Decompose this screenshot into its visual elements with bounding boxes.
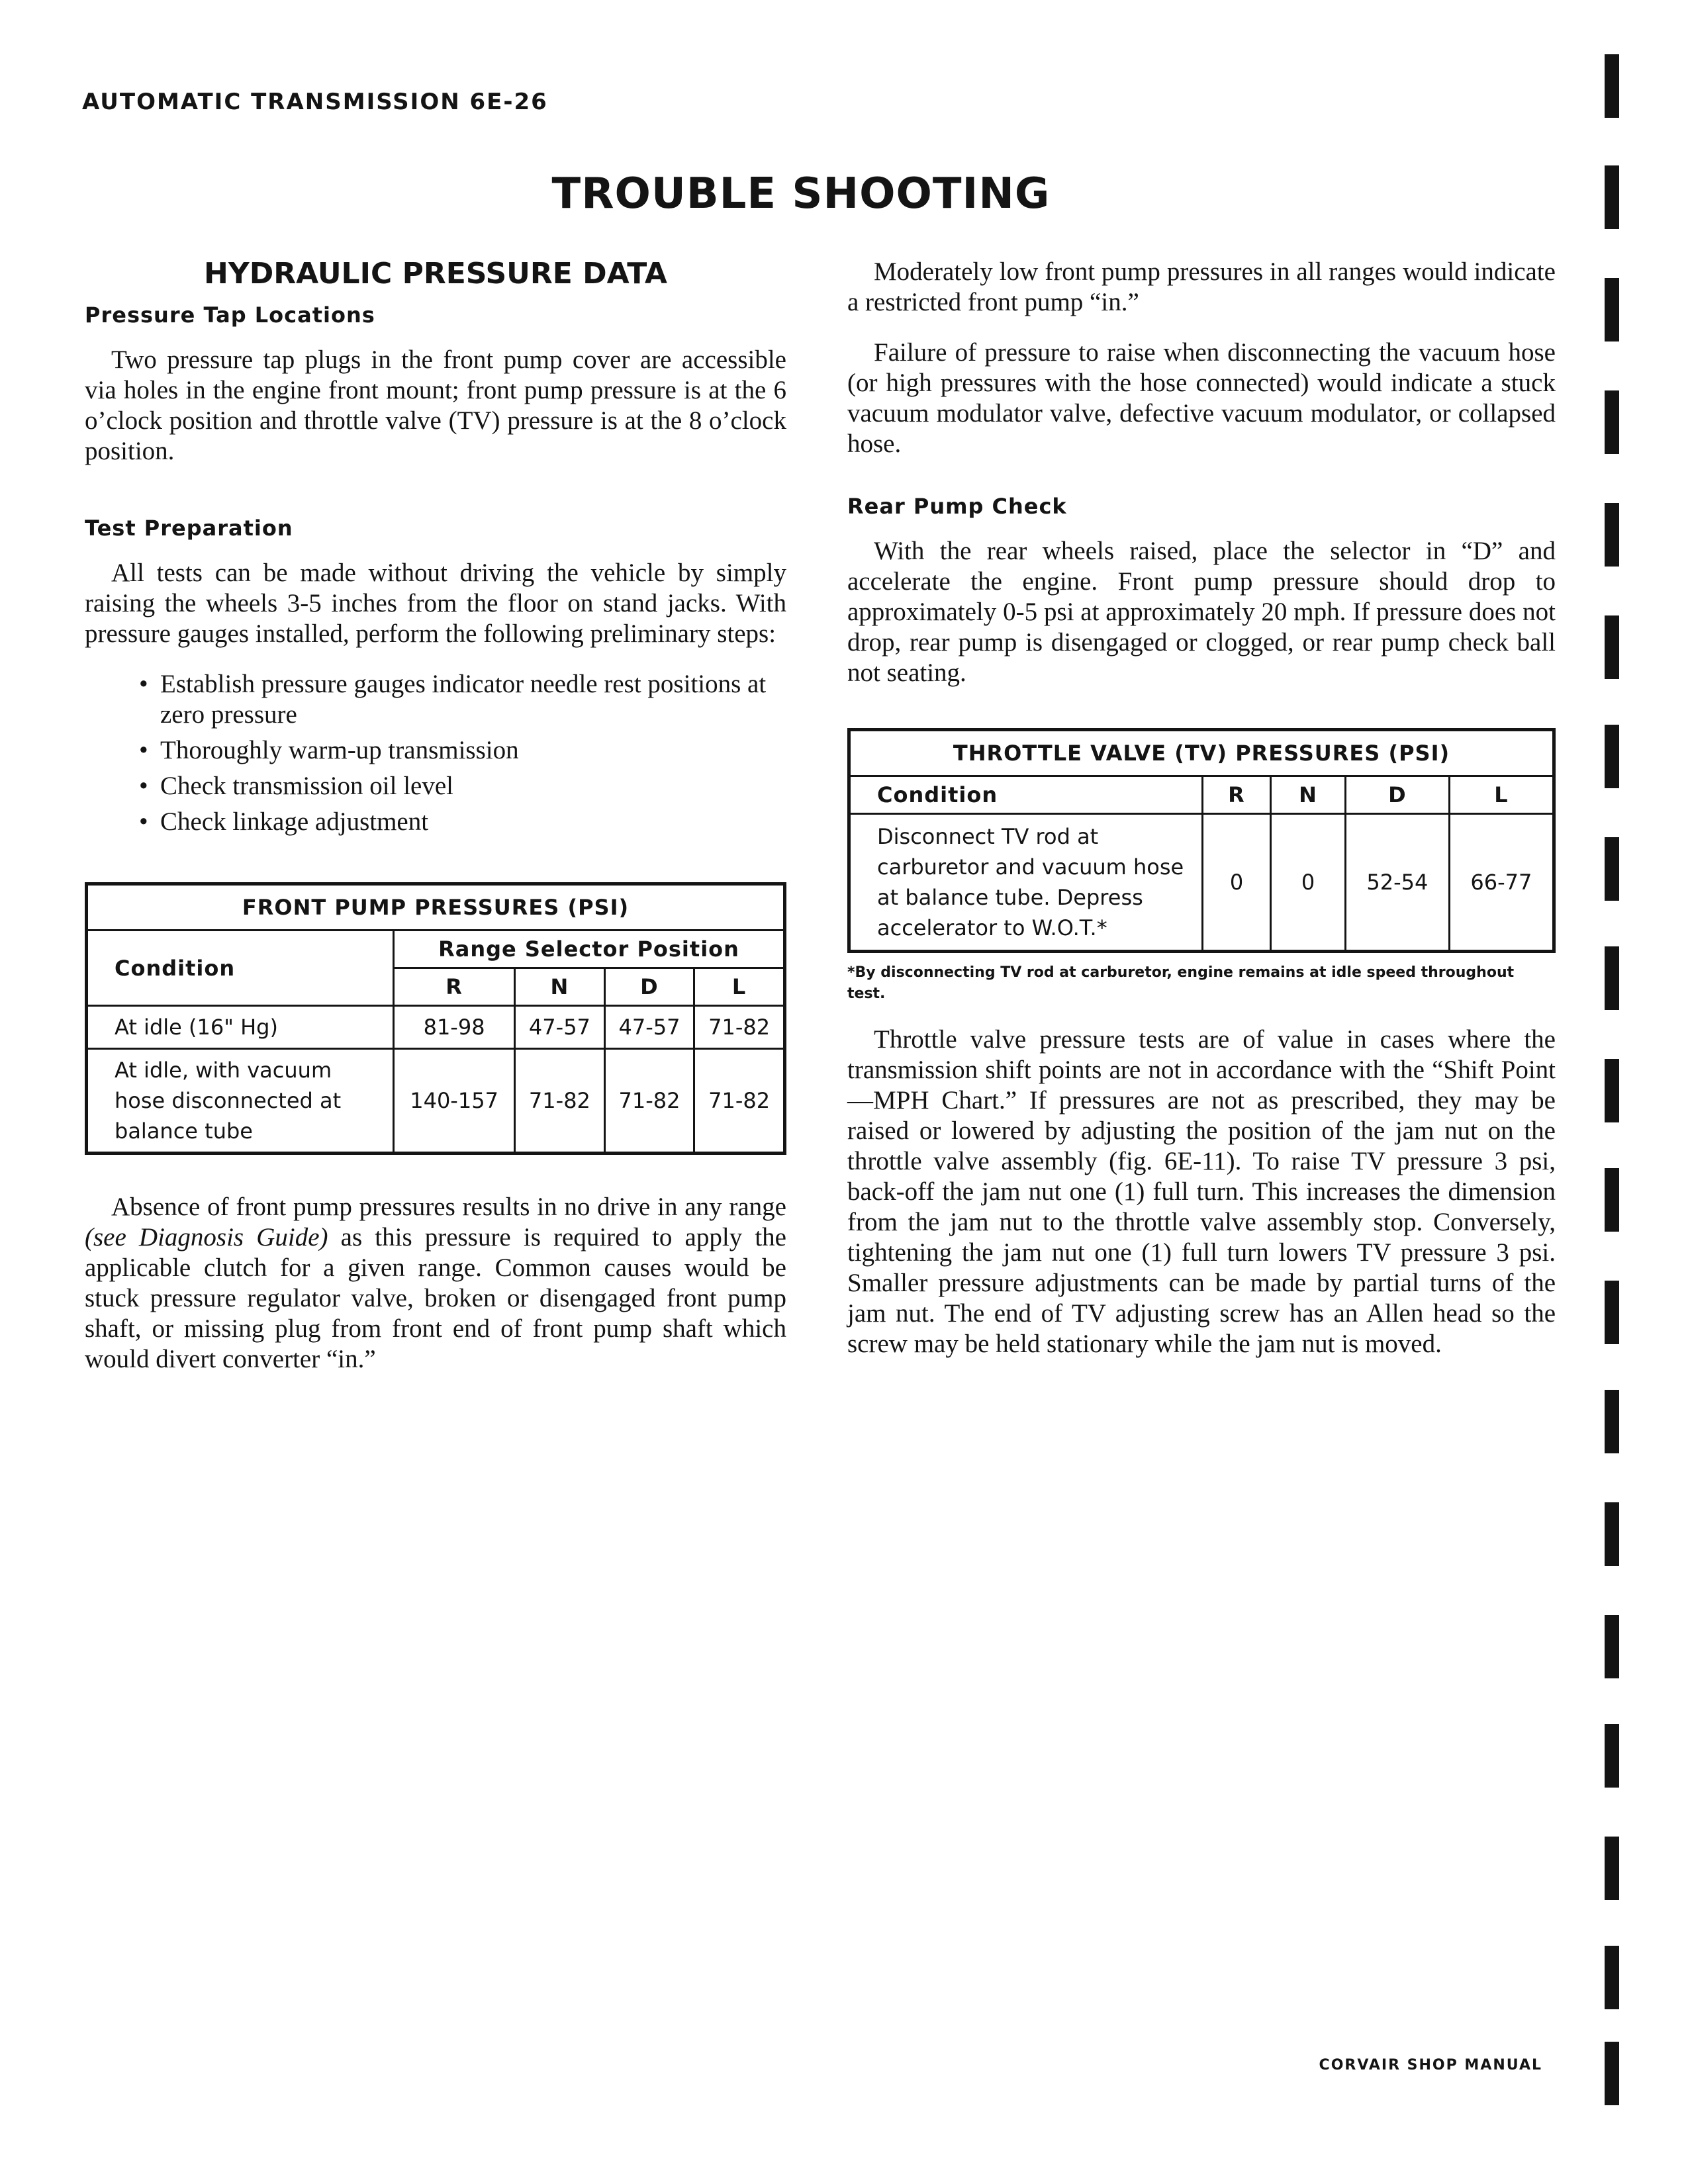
table-cell-condition: At idle, with vacuum hose disconnected at balance tube (87, 1049, 394, 1154)
margin-mark (1605, 1390, 1619, 1453)
margin-mark (1605, 503, 1619, 567)
absence-paragraph (85, 1192, 786, 1375)
table-cell: 47-57 (604, 1006, 694, 1049)
right-column (847, 257, 1556, 1379)
margin-mark (1605, 946, 1619, 1010)
table-row (87, 1049, 785, 1154)
table-cell: 47-57 (515, 1006, 605, 1049)
rear-pump-text: With the rear wheels raised, place the selector in “D” and accelerate the engine. Front pump pressure should drop to approximately 0-5 psi at approximately 20 mph. If pressure does not drop, rear pump is disengaged or clogged, or rear pump check ball not seating. (847, 537, 1556, 687)
margin-mark (1605, 725, 1619, 788)
front-pump-pressures-table (85, 882, 786, 1155)
table-header-r: R (1203, 776, 1271, 814)
table-cell: 140-157 (394, 1049, 515, 1154)
test-prep-text: All tests can be made without driving the vehicle by simply raising the wheels 3-5 inches from the floor on stand jacks. With pressure gauges installed, perform the following preliminary steps: (85, 559, 786, 648)
table-cell-condition: At idle (16" Hg) (87, 1006, 394, 1049)
diagnosis-guide-reference: (see Diagnosis Guide) (85, 1223, 328, 1251)
margin-mark (1605, 165, 1619, 229)
margin-mark (1605, 1281, 1619, 1344)
table-header-r: R (394, 968, 515, 1006)
table-header-l: L (694, 968, 785, 1006)
table-cell: 71-82 (515, 1049, 605, 1154)
margin-mark (1605, 1837, 1619, 1900)
vacuum-hose-paragraph: Failure of pressure to raise when disconnecting the vacuum hose (or high pressures with the hose connected) would indicate a stuck vacuum modulator valve, defective vacuum modulator, or collapsed hose. (847, 338, 1556, 458)
heading-test-preparation: Test Preparation (85, 516, 293, 541)
margin-mark (1605, 1946, 1619, 2009)
pressure-tap-text: Two pressure tap plugs in the front pump cover are accessible via holes in the engine front mount; front pump pressure is at the 6 o’clock position and throttle valve (TV) pressure is at the 8 o’clock position. (85, 345, 786, 465)
list-item: • Check transmission oil level (144, 771, 786, 801)
margin-mark (1605, 1724, 1619, 1788)
absence-text-end: as this pressure is required to apply the applicable clutch for a given range. Common causes would be stuck pressure regulator valve, broken or disengaged front pump shaft, or missing plug from front end of front pump shaft which would divert converter “in.” (85, 1223, 786, 1373)
table-header-n: N (1271, 776, 1346, 814)
table-cell: 66-77 (1449, 814, 1554, 952)
list-item: • Establish pressure gauges indicator needle rest positions at zero pressure (144, 669, 786, 730)
margin-mark (1605, 390, 1619, 454)
page-header: AUTOMATIC TRANSMISSION 6E-26 (82, 89, 548, 115)
list-item: • Thoroughly warm-up transmission (144, 735, 786, 766)
margin-mark (1605, 837, 1619, 901)
table-cell-condition: Disconnect TV rod at carburetor and vacuum hose at balance tube. Depress accelerator to W.O.T.* (849, 814, 1203, 952)
margin-mark (1605, 615, 1619, 679)
margin-mark (1605, 1059, 1619, 1122)
table-cell: 0 (1271, 814, 1346, 952)
table-header-d: D (1346, 776, 1450, 814)
table-cell: 71-82 (694, 1006, 785, 1049)
low-pressure-paragraph: Moderately low front pump pressures in all ranges would indicate a restricted front pump “in.” (847, 257, 1556, 316)
margin-mark (1605, 54, 1619, 118)
table-cell: 71-82 (604, 1049, 694, 1154)
margin-mark (1605, 1502, 1619, 1566)
margin-marks (1605, 0, 1631, 2184)
table-header-l: L (1449, 776, 1554, 814)
margin-mark (1605, 2042, 1619, 2105)
table-header-d: D (604, 968, 694, 1006)
table-cell: 71-82 (694, 1049, 785, 1154)
footer-manual-name: CORVAIR SHOP MANUAL (1319, 2057, 1542, 2073)
tv-pressure-paragraph: Throttle valve pressure tests are of value in cases where the transmission shift points are not in accordance with the “Shift Point—MPH Chart.” If pressures are not as prescribed, they may be raised or lowered by adjusting the position of the jam nut on the throttle valve assembly (fig. 6E-11). To raise TV pressure 3 psi, back-off the jam nut one (1) full turn. This increases the dimension from the jam nut to the throttle valve assembly stop. Conversely, tightening the jam nut one (1) full turn lowers TV pressure 3 psi. Smaller pressure adjustments can be made by partial turns of the jam nut. The end of TV adjusting screw has an Allen head so the screw may be held stationary while the jam nut is moved. (847, 1025, 1556, 1358)
tv-footnote: *By disconnecting TV rod at carburetor, engine remains at idle speed throughout test. (847, 964, 1515, 1002)
table-row (87, 1006, 785, 1049)
left-column (85, 257, 786, 1394)
table-title: FRONT PUMP PRESSURES (PSI) (87, 884, 785, 931)
table-cell: 81-98 (394, 1006, 515, 1049)
tv-pressures-table (847, 728, 1556, 953)
table-cell: 0 (1203, 814, 1271, 952)
absence-text-start: Absence of front pump pressures results in no drive in any range (111, 1193, 786, 1221)
section-heading-hydraulic: HYDRAULIC PRESSURE DATA (204, 257, 667, 291)
margin-mark (1605, 1615, 1619, 1678)
page-title: TROUBLE SHOOTING (551, 169, 1051, 218)
prep-steps-list (85, 669, 786, 837)
table-header-range: Range Selector Position (394, 931, 785, 968)
table-cell: 52-54 (1346, 814, 1450, 952)
table-header-condition: Condition (87, 931, 394, 1006)
margin-mark (1605, 1168, 1619, 1232)
margin-mark (1605, 278, 1619, 341)
table-header-condition: Condition (849, 776, 1203, 814)
table-title: THROTTLE VALVE (TV) PRESSURES (PSI) (849, 730, 1554, 776)
table-row (849, 814, 1554, 952)
table-header-n: N (515, 968, 605, 1006)
heading-rear-pump-check: Rear Pump Check (847, 494, 1067, 519)
list-item: • Check linkage adjustment (144, 807, 786, 837)
heading-pressure-tap: Pressure Tap Locations (85, 302, 375, 328)
